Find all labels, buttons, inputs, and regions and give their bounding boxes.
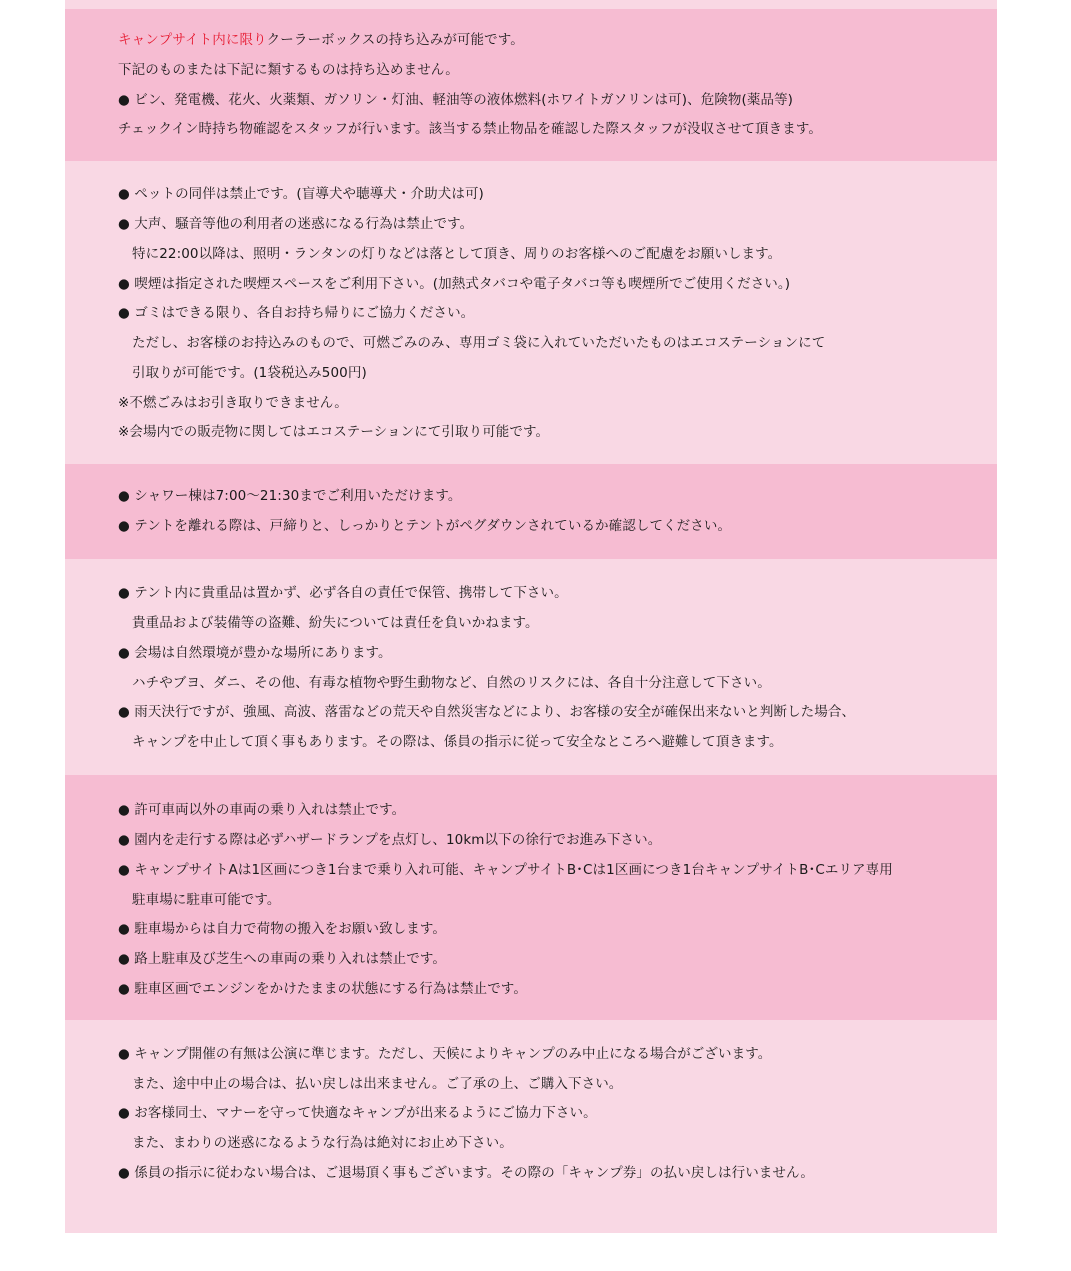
rule-line: ● ビン、発電機、花火、火薬類、ガソリン・灯油、軽油等の液体燃料(ホワイトガソリンは可)、危険物(薬品等) bbox=[118, 92, 794, 108]
rule-line: 貴重品および装備等の盗難、紛失については責任を負いかねます。 bbox=[132, 615, 539, 631]
rule-line: ● テント内に貴重品は置かず、必ず各自の責任で保管、携帯して下さい。 bbox=[118, 585, 568, 601]
rule-line: キャンプサイト内に限りクーラーボックスの持ち込みが可能です。 bbox=[118, 32, 524, 48]
rule-line: 下記のものまたは下記に類するものは持ち込めません。 bbox=[118, 62, 459, 78]
section-event-policy bbox=[65, 1020, 997, 1233]
rule-line: ● 駐車区画でエンジンをかけたままの状態にする行為は禁止です。 bbox=[118, 981, 527, 997]
rule-line: チェックイン時持ち物確認をスタッフが行います。該当する禁止物品を確認した際スタッフが没収させて頂きます。 bbox=[118, 121, 822, 137]
rule-line: 引取りが可能です。(1袋税込み500円) bbox=[132, 365, 367, 381]
rule-line: ● お客様同士、マナーを守って快適なキャンプが出来るようにご協力下さい。 bbox=[118, 1105, 597, 1121]
rule-line: ● ペットの同伴は禁止です。(盲導犬や聴導犬・介助犬は可) bbox=[118, 186, 484, 202]
rule-line: ※不燃ごみはお引き取りできません。 bbox=[118, 395, 348, 411]
rule-line: キャンプを中止して頂く事もあります。その際は、係員の指示に従って安全なところへ避難して頂きます。 bbox=[132, 734, 783, 750]
rule-line: ● 会場は自然環境が豊かな場所にあります。 bbox=[118, 645, 392, 661]
rule-line: ● 雨天決行ですが、強風、高波、落雷などの荒天や自然災害などにより、お客様の安全が確保出来ないと判断した場合、 bbox=[118, 704, 856, 720]
rule-line: また、途中中止の場合は、払い戻しは出来ません。ご了承の上、ご購入下さい。 bbox=[132, 1076, 623, 1092]
highlight-text: キャンプサイト内に限り bbox=[118, 32, 267, 48]
rule-line: 特に22:00以降は、照明・ランタンの灯りなどは落として頂き、周りのお客様へのご配慮をお願いします。 bbox=[132, 246, 782, 262]
rule-line: ● キャンプサイトAは1区画につき1台まで乗り入れ可能、キャンプサイトB･Cは1区画につき1台キャンプサイトB･Cエリア専用 bbox=[118, 862, 893, 878]
rule-line: ※会場内での販売物に関してはエコステーションにて引取り可能です。 bbox=[118, 424, 550, 440]
rule-line: ● 許可車両以外の車両の乗り入れは禁止です。 bbox=[118, 802, 406, 818]
top-strip bbox=[65, 0, 997, 9]
rules-panel bbox=[65, 0, 997, 1233]
rule-line: ● ゴミはできる限り、各自お持ち帰りにご協力ください。 bbox=[118, 305, 475, 321]
rule-line: ● 係員の指示に従わない場合は、ご退場頂く事もございます。その際の「キャンプ券」の払い戻しは行いません。 bbox=[118, 1165, 814, 1181]
rule-line: ● 路上駐車及び芝生への車両の乗り入れは禁止です。 bbox=[118, 951, 446, 967]
rule-line: ● 大声、騒音等他の利用者の迷惑になる行為は禁止です。 bbox=[118, 216, 474, 232]
rule-line: ハチやブヨ、ダニ、その他、有毒な植物や野生動物など、自然のリスクには、各自十分注意して下さい。 bbox=[132, 675, 771, 691]
rule-line: ● 喫煙は指定された喫煙スペースをご利用下さい。(加熱式タバコや電子タバコ等も喫煙所でご使用ください。) bbox=[118, 276, 791, 292]
section-cooler-box bbox=[65, 9, 997, 161]
section-shower-tent bbox=[65, 464, 997, 559]
section-manners bbox=[65, 161, 997, 464]
rule-line: ● 駐車場からは自力で荷物の搬入をお願い致します。 bbox=[118, 921, 446, 937]
rule-line: ただし、お客様のお持込みのもので、可燃ごみのみ、専用ゴミ袋に入れていただいたものはエコステーションにて bbox=[132, 335, 826, 351]
rule-line: ● シャワー棟は7:00～21:30までご利用いただけます。 bbox=[118, 488, 462, 504]
section-vehicles bbox=[65, 775, 997, 1020]
rule-line: また、まわりの迷惑になるような行為は絶対にお止め下さい。 bbox=[132, 1135, 513, 1151]
rule-line: ● テントを離れる際は、戸締りと、しっかりとテントがペグダウンされているか確認してください。 bbox=[118, 518, 732, 534]
rule-line: ● キャンプ開催の有無は公演に準じます。ただし、天候によりキャンプのみ中止になる場合がございます。 bbox=[118, 1046, 772, 1062]
rule-line: ● 園内を走行する際は必ずハザードランプを点灯し、10km以下の徐行でお進み下さい。 bbox=[118, 832, 662, 848]
section-safety bbox=[65, 559, 997, 775]
rule-line: 駐車場に駐車可能です。 bbox=[132, 892, 281, 908]
